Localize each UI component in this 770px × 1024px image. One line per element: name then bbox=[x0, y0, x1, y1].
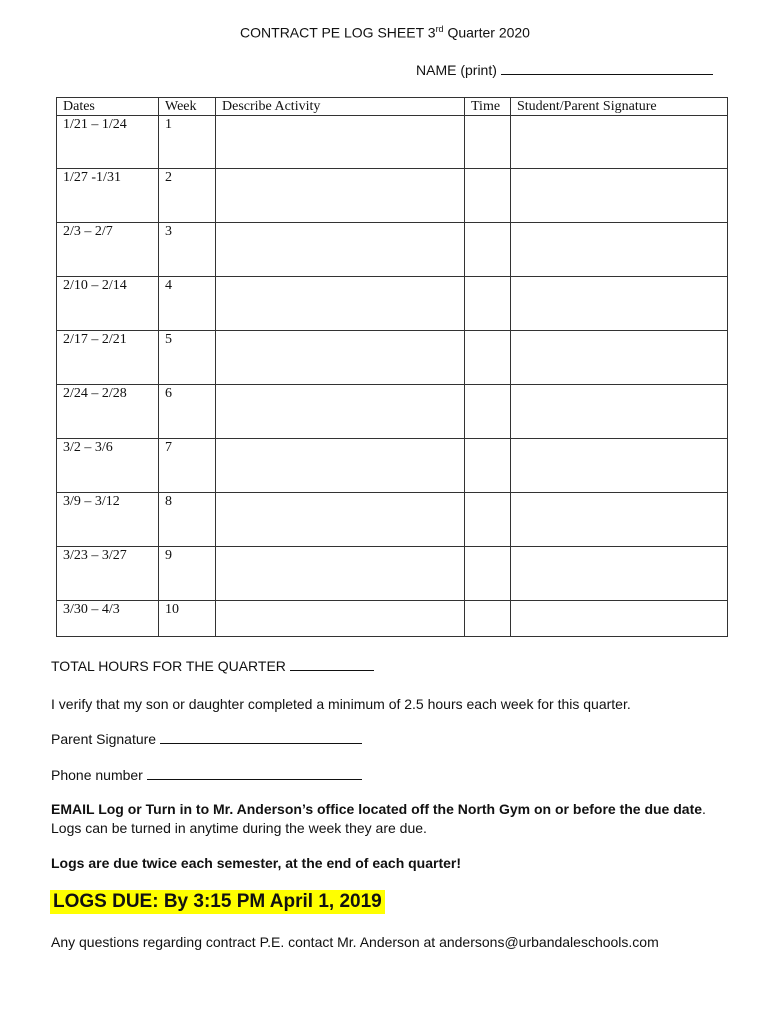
document-title bbox=[0, 24, 770, 41]
time-cell[interactable] bbox=[465, 493, 511, 547]
logs-due-banner: LOGS DUE: By 3:15 PM April 1, 2019 bbox=[50, 890, 385, 914]
name-blank-line bbox=[501, 62, 713, 75]
column-header-signature: Student/Parent Signature bbox=[511, 98, 728, 116]
total-hours-field bbox=[51, 658, 374, 674]
dates-cell: 3/2 – 3/6 bbox=[57, 439, 159, 493]
week-cell: 1 bbox=[159, 116, 216, 169]
signature-cell[interactable] bbox=[511, 385, 728, 439]
table-row bbox=[57, 601, 728, 637]
email-instructions-bold: EMAIL Log or Turn in to Mr. Anderson’s office located off the North Gym on or before the due date bbox=[51, 801, 703, 817]
dates-cell: 2/10 – 2/14 bbox=[57, 277, 159, 331]
signature-cell[interactable] bbox=[511, 277, 728, 331]
table-row bbox=[57, 169, 728, 223]
log-table bbox=[56, 97, 728, 637]
parent-signature-field bbox=[51, 731, 362, 747]
signature-cell[interactable] bbox=[511, 493, 728, 547]
activity-cell[interactable] bbox=[216, 493, 465, 547]
signature-cell[interactable] bbox=[511, 439, 728, 493]
activity-cell[interactable] bbox=[216, 277, 465, 331]
week-cell: 3 bbox=[159, 223, 216, 277]
parent-signature-blank-line bbox=[160, 731, 362, 744]
time-cell[interactable] bbox=[465, 116, 511, 169]
table-row bbox=[57, 385, 728, 439]
table-row bbox=[57, 223, 728, 277]
column-header-describe-activity: Describe Activity bbox=[216, 98, 465, 116]
activity-cell[interactable] bbox=[216, 331, 465, 385]
contact-note: Any questions regarding contract P.E. contact Mr. Anderson at andersons@urbandaleschools.com bbox=[51, 934, 659, 950]
time-cell[interactable] bbox=[465, 439, 511, 493]
week-cell: 6 bbox=[159, 385, 216, 439]
phone-number-blank-line bbox=[147, 767, 362, 780]
week-cell: 2 bbox=[159, 169, 216, 223]
table-row bbox=[57, 439, 728, 493]
week-cell: 5 bbox=[159, 331, 216, 385]
signature-cell[interactable] bbox=[511, 169, 728, 223]
activity-cell[interactable] bbox=[216, 547, 465, 601]
verify-statement: I verify that my son or daughter completed a minimum of 2.5 hours each week for this quarter. bbox=[51, 696, 631, 712]
dates-cell: 2/24 – 2/28 bbox=[57, 385, 159, 439]
dates-cell: 1/21 – 1/24 bbox=[57, 116, 159, 169]
week-cell: 9 bbox=[159, 547, 216, 601]
time-cell[interactable] bbox=[465, 601, 511, 637]
table-row bbox=[57, 277, 728, 331]
dates-cell: 3/9 – 3/12 bbox=[57, 493, 159, 547]
dates-cell: 2/17 – 2/21 bbox=[57, 331, 159, 385]
signature-cell[interactable] bbox=[511, 331, 728, 385]
table-row bbox=[57, 547, 728, 601]
week-cell: 8 bbox=[159, 493, 216, 547]
signature-cell[interactable] bbox=[511, 116, 728, 169]
time-cell[interactable] bbox=[465, 331, 511, 385]
activity-cell[interactable] bbox=[216, 601, 465, 637]
document-title-superscript: rd bbox=[435, 24, 444, 34]
name-field bbox=[416, 62, 713, 78]
total-hours-blank-line bbox=[290, 658, 374, 671]
document-title-prefix: CONTRACT PE LOG SHEET 3 bbox=[240, 24, 436, 41]
activity-cell[interactable] bbox=[216, 116, 465, 169]
time-cell[interactable] bbox=[465, 169, 511, 223]
name-label: NAME (print) bbox=[416, 62, 497, 78]
dates-cell: 3/23 – 3/27 bbox=[57, 547, 159, 601]
time-cell[interactable] bbox=[465, 223, 511, 277]
signature-cell[interactable] bbox=[511, 601, 728, 637]
signature-cell[interactable] bbox=[511, 547, 728, 601]
dates-cell: 1/27 -1/31 bbox=[57, 169, 159, 223]
week-cell: 4 bbox=[159, 277, 216, 331]
phone-number-field bbox=[51, 767, 362, 783]
document-title-suffix: Quarter 2020 bbox=[443, 24, 530, 41]
column-header-week: Week bbox=[159, 98, 216, 116]
activity-cell[interactable] bbox=[216, 223, 465, 277]
column-header-time: Time bbox=[465, 98, 511, 116]
table-header-row bbox=[57, 98, 728, 116]
dates-cell: 3/30 – 4/3 bbox=[57, 601, 159, 637]
phone-number-label: Phone number bbox=[51, 767, 143, 783]
twice-per-semester-note: Logs are due twice each semester, at the end of each quarter! bbox=[51, 855, 462, 871]
week-cell: 10 bbox=[159, 601, 216, 637]
parent-signature-label: Parent Signature bbox=[51, 731, 157, 747]
time-cell[interactable] bbox=[465, 277, 511, 331]
total-hours-label: TOTAL HOURS FOR THE QUARTER bbox=[51, 658, 286, 674]
email-instructions-rest: . Logs can be turned in anytime during the week they are due. bbox=[51, 801, 706, 836]
table-row bbox=[57, 116, 728, 169]
week-cell: 7 bbox=[159, 439, 216, 493]
table-row bbox=[57, 493, 728, 547]
table-row bbox=[57, 331, 728, 385]
activity-cell[interactable] bbox=[216, 385, 465, 439]
activity-cell[interactable] bbox=[216, 439, 465, 493]
email-instructions bbox=[51, 800, 711, 838]
time-cell[interactable] bbox=[465, 385, 511, 439]
dates-cell: 2/3 – 2/7 bbox=[57, 223, 159, 277]
signature-cell[interactable] bbox=[511, 223, 728, 277]
activity-cell[interactable] bbox=[216, 169, 465, 223]
time-cell[interactable] bbox=[465, 547, 511, 601]
column-header-dates: Dates bbox=[57, 98, 159, 116]
